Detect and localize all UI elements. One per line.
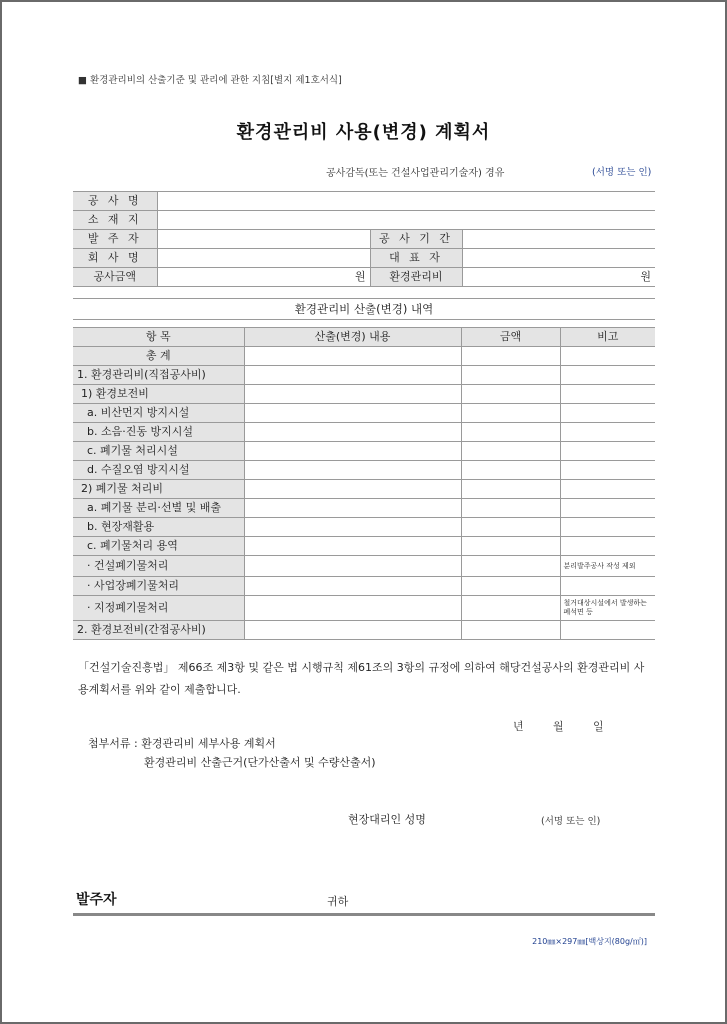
content-cell[interactable]: [244, 537, 461, 556]
content-cell[interactable]: [244, 621, 461, 640]
row-item-label: c. 폐기물 처리시설: [73, 442, 244, 461]
header-item: 항 목: [73, 328, 244, 347]
note-cell[interactable]: [560, 423, 655, 442]
content-cell[interactable]: [244, 499, 461, 518]
attachments-label: 첨부서류 :: [88, 737, 138, 750]
date-year: 년: [513, 720, 524, 733]
note-cell[interactable]: [560, 577, 655, 596]
period-label: 공 사 기 간: [370, 230, 462, 249]
note-cell[interactable]: 철거대상시설에서 발생하는 폐석면 등: [560, 596, 655, 621]
attachments-line-1: [88, 735, 276, 751]
amount-cell[interactable]: [461, 518, 560, 537]
project-info-table: [73, 191, 655, 287]
row-item-label: · 지정폐기물처리: [73, 596, 244, 621]
table-row: [73, 442, 655, 461]
env-cost-field[interactable]: [462, 268, 655, 287]
row-item-label: a. 폐기물 분리·선별 및 배출: [73, 499, 244, 518]
table-row: [73, 518, 655, 537]
content-cell[interactable]: [244, 385, 461, 404]
note-cell[interactable]: [560, 499, 655, 518]
amount-cell[interactable]: [461, 537, 560, 556]
amount-cell[interactable]: [461, 499, 560, 518]
amount-cell[interactable]: [461, 423, 560, 442]
date-month: 월: [553, 720, 564, 733]
content-cell[interactable]: [244, 423, 461, 442]
content-cell[interactable]: [244, 347, 461, 366]
header-content: 산출(변경) 내용: [244, 328, 461, 347]
amount-cell[interactable]: [461, 577, 560, 596]
content-cell[interactable]: [244, 596, 461, 621]
content-cell[interactable]: [244, 480, 461, 499]
page-title: 환경관리비 사용(변경) 계획서: [236, 122, 491, 143]
row-item-label: 2) 폐기물 처리비: [73, 480, 244, 499]
amount-cell[interactable]: [461, 596, 560, 621]
table-row: [73, 556, 655, 577]
amount-cell[interactable]: [461, 385, 560, 404]
location-label: 소 재 지: [73, 211, 157, 230]
honorific: 귀하: [327, 895, 349, 908]
amount-cell[interactable]: [461, 461, 560, 480]
amount-cell[interactable]: [461, 556, 560, 577]
orderer-label: 발주자: [76, 892, 117, 908]
company-field[interactable]: [157, 249, 370, 268]
content-cell[interactable]: [244, 366, 461, 385]
row-item-label: 1) 환경보전비: [73, 385, 244, 404]
supervision-via-text: 공사감독(또는 건설사업관리기술자) 경유: [326, 168, 505, 179]
table-row: [73, 404, 655, 423]
note-cell[interactable]: [560, 518, 655, 537]
note-cell[interactable]: [560, 385, 655, 404]
contract-amount-label: 공사금액: [73, 268, 157, 287]
table-row: [73, 461, 655, 480]
location-field[interactable]: [157, 211, 655, 230]
table-row: [73, 621, 655, 640]
contract-amount-field[interactable]: [157, 268, 370, 287]
amount-cell[interactable]: [461, 404, 560, 423]
form-reference: ■ 환경관리비의 산출기준 및 관리에 관한 지침[별지 제1호서식]: [78, 75, 342, 86]
table-row: [73, 423, 655, 442]
amount-cell[interactable]: [461, 480, 560, 499]
amount-cell[interactable]: [461, 366, 560, 385]
note-cell[interactable]: [560, 347, 655, 366]
row-item-label: b. 현장재활용: [73, 518, 244, 537]
note-cell[interactable]: 분리발주공사 작성 제외: [560, 556, 655, 577]
row-item-label: · 사업장폐기물처리: [73, 577, 244, 596]
header-amount: 금액: [461, 328, 560, 347]
header-note: 비고: [560, 328, 655, 347]
currency-unit: 원: [640, 270, 651, 283]
table-row: [73, 385, 655, 404]
period-field[interactable]: [462, 230, 655, 249]
attachment-item: 환경관리비 세부사용 계획서: [141, 737, 276, 750]
row-item-label: b. 소음·진동 방지시설: [73, 423, 244, 442]
note-cell[interactable]: [560, 404, 655, 423]
note-cell[interactable]: [560, 442, 655, 461]
note-cell[interactable]: [560, 366, 655, 385]
content-cell[interactable]: [244, 518, 461, 537]
company-label: 회 사 명: [73, 249, 157, 268]
section-title: 환경관리비 산출(변경) 내역: [73, 298, 655, 320]
row-item-label: d. 수질오염 방지시설: [73, 461, 244, 480]
client-label: 발 주 자: [73, 230, 157, 249]
cost-breakdown-table: [73, 327, 655, 640]
table-row: [73, 577, 655, 596]
row-item-label: 1. 환경관리비(직접공사비): [73, 366, 244, 385]
table-row: [73, 480, 655, 499]
note-cell[interactable]: [560, 537, 655, 556]
representative-field[interactable]: [462, 249, 655, 268]
currency-unit: 원: [354, 270, 366, 283]
note-cell[interactable]: [560, 461, 655, 480]
date-day: 일: [593, 720, 604, 733]
content-cell[interactable]: [244, 556, 461, 577]
content-cell[interactable]: [244, 461, 461, 480]
content-cell[interactable]: [244, 442, 461, 461]
paper-spec: 210㎜×297㎜[백상지(80g/㎡)]: [532, 937, 647, 946]
project-name-field[interactable]: [157, 192, 655, 211]
row-item-label: a. 비산먼지 방지시설: [73, 404, 244, 423]
signature-note-bottom: (서명 또는 인): [541, 816, 601, 827]
table-row: [73, 347, 655, 366]
representative-label: 대 표 자: [370, 249, 462, 268]
row-item-label: 2. 환경보전비(간접공사비): [73, 621, 244, 640]
amount-cell[interactable]: [461, 442, 560, 461]
amount-cell[interactable]: [461, 347, 560, 366]
row-item-label: · 건설폐기물처리: [73, 556, 244, 577]
amount-cell[interactable]: [461, 621, 560, 640]
row-item-label: 총 계: [73, 347, 244, 366]
signature-note-top: (서명 또는 인): [592, 167, 652, 178]
declaration-text: 「건설기술진흥법」 제66조 제3항 및 같은 법 시행규칙 제61조의 3항의 규정에 의하여 해당건설공사의 환경관리비 사용계획서를 위와 같이 제출합니다.: [78, 661, 645, 696]
table-row: [73, 366, 655, 385]
row-item-label: c. 폐기물처리 용역: [73, 537, 244, 556]
table-row: [73, 537, 655, 556]
bottom-rule: [73, 913, 655, 916]
site-agent-name: 현장대리인 성명: [348, 813, 426, 826]
note-cell[interactable]: [560, 621, 655, 640]
attachment-item: 환경관리비 산출근거(단가산출서 및 수량산출서): [144, 756, 376, 769]
content-cell[interactable]: [244, 577, 461, 596]
table-row: [73, 596, 655, 621]
project-name-label: 공 사 명: [73, 192, 157, 211]
env-cost-label: 환경관리비: [370, 268, 462, 287]
note-cell[interactable]: [560, 480, 655, 499]
table-row: [73, 499, 655, 518]
client-field[interactable]: [157, 230, 370, 249]
content-cell[interactable]: [244, 404, 461, 423]
